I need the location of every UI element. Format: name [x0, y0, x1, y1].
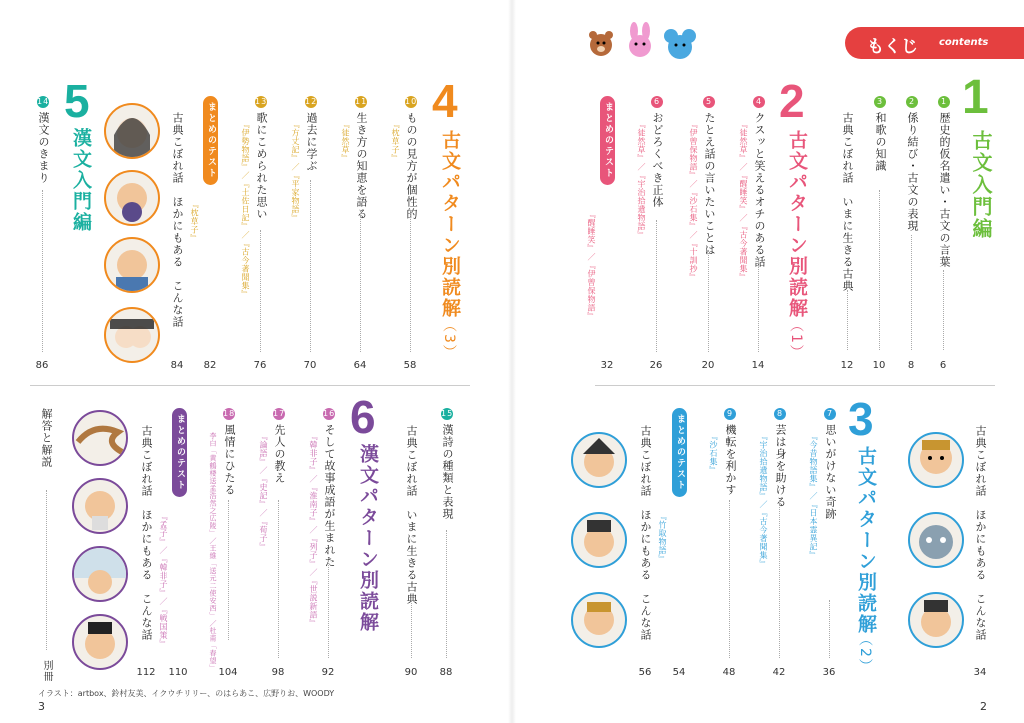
- item-number-badge: 15: [441, 409, 454, 418]
- item-number-badge: 4: [753, 96, 765, 108]
- character-portrait: [104, 170, 160, 226]
- page-number-right: 2: [980, 700, 987, 713]
- item-title: おどろくべき正体: [651, 112, 664, 208]
- item-title: 和歌の知識: [874, 112, 887, 172]
- character-portrait: [72, 410, 128, 466]
- section-2-part: （1）: [788, 318, 804, 361]
- contents-subtitle: contents: [939, 37, 989, 48]
- item-number-badge: 14: [37, 97, 50, 106]
- leader-dots: [446, 530, 447, 658]
- section-2-title: 古文パターン別読解: [786, 130, 808, 319]
- section-2-number: 2: [779, 75, 805, 127]
- page-number: 26: [649, 360, 663, 371]
- item-source: 『伊曾保物語』／『沙石集』／『十訓抄』: [689, 120, 698, 282]
- leader-dots: [779, 500, 780, 658]
- item-number-badge: 5: [703, 96, 715, 108]
- item-title: 芸は身を助ける: [774, 424, 787, 508]
- page-number: 98: [271, 667, 285, 678]
- page-number: 76: [253, 360, 267, 371]
- item-source: 『孟子』／『韓非子』／『戦国策』: [159, 512, 168, 648]
- toc-item-18[interactable]: [223, 408, 235, 496]
- item-source: 『徒然草』: [341, 120, 350, 163]
- toc-item-koboreba-6[interactable]: [141, 425, 152, 641]
- item-number-badge: 12: [305, 97, 318, 106]
- page-number: 104: [218, 667, 238, 678]
- page-number: 84: [170, 360, 184, 371]
- item-number-badge: 3: [874, 96, 886, 108]
- page-number: 12: [840, 360, 854, 371]
- item-source: 『徒然草』／『醒睡笑』／『古今著聞集』: [739, 120, 748, 282]
- item-title: そして故事成語が生まれた: [323, 424, 336, 568]
- page-number: 70: [303, 360, 317, 371]
- item-source: 『竹取物語』: [658, 512, 667, 563]
- page-number: 88: [439, 667, 453, 678]
- page-number: 6: [939, 360, 947, 371]
- item-number-badge: 2: [906, 96, 918, 108]
- item-title: 機転を利かす: [724, 424, 737, 496]
- toc-item-11[interactable]: [355, 96, 367, 220]
- item-source: 『今昔物語集』／『日本霊異記』: [809, 432, 818, 560]
- item-number-badge: 10: [405, 97, 418, 106]
- leader-dots: [410, 210, 411, 352]
- item-title: 古典こぼれ話 ほかにもある こんな話: [639, 425, 652, 641]
- leader-dots: [943, 270, 944, 350]
- page-number: 32: [600, 360, 614, 371]
- item-title: クスッと笑えるオチのある話: [753, 112, 766, 268]
- matome-test-badge[interactable]: まとめのテスト: [203, 96, 218, 185]
- item-number-badge: 7: [824, 408, 836, 420]
- mascot-mouse-icon: [664, 26, 696, 60]
- section-5-title: 漢文入門編: [70, 128, 92, 233]
- character-portrait: [104, 237, 160, 293]
- toc-item-16[interactable]: [323, 408, 335, 568]
- toc-item-koboreba-3[interactable]: [640, 425, 651, 641]
- leader-dots: [708, 250, 709, 352]
- matome-test-badge[interactable]: まとめのテスト: [600, 96, 615, 185]
- item-title: 歴史的仮名遣い・古文の言葉: [938, 112, 951, 268]
- section-4-number: 4: [432, 75, 458, 127]
- item-title: 過去に学ぶ: [305, 112, 318, 172]
- contents-title: もくじ: [867, 37, 918, 57]
- character-portrait: [908, 432, 964, 488]
- item-source: 『韓非子』／『淮南子』／『列子』／『世説新語』: [309, 432, 318, 628]
- character-portrait: [72, 478, 128, 534]
- item-number-badge: 17: [273, 409, 286, 418]
- toc-item-1[interactable]: [938, 96, 950, 268]
- toc-item-koboreba-2[interactable]: [975, 425, 986, 641]
- section-3-number: 3: [848, 393, 874, 445]
- page-number: 8: [907, 360, 915, 371]
- toc-item-12[interactable]: [305, 96, 317, 172]
- page-number-bessatsu: 別冊: [41, 660, 52, 682]
- page-number: 10: [872, 360, 886, 371]
- page-number: 20: [701, 360, 715, 371]
- item-title: 生き方の知恵を語る: [355, 112, 368, 220]
- item-number-badge: 13: [255, 97, 268, 106]
- item-number-badge: 8: [774, 408, 786, 420]
- character-portrait: [72, 546, 128, 602]
- page-number: 56: [638, 667, 652, 678]
- toc-item-3[interactable]: [874, 96, 886, 172]
- item-source: 『徒然草』／『宇治拾遺物語』: [637, 120, 646, 239]
- leader-dots: [260, 230, 261, 352]
- divider: [595, 385, 995, 386]
- leader-dots: [360, 210, 361, 352]
- leader-dots: [911, 235, 912, 350]
- character-portrait: [72, 614, 128, 670]
- leader-dots: [228, 500, 229, 640]
- page-number: 54: [672, 667, 686, 678]
- item-number-badge: 9: [724, 408, 736, 420]
- item-title: 風情にひたる: [223, 424, 236, 496]
- page-number-left: 3: [38, 700, 45, 713]
- leader-dots: [847, 290, 848, 350]
- character-portrait: [908, 592, 964, 648]
- item-source: 『枕草子』: [391, 120, 400, 163]
- illustration-credit: イラスト：artbox、鈴村友美、イクウチリリー、のはらあこ、広野りお、WOODY: [38, 689, 335, 698]
- toc-item-10[interactable]: [405, 96, 417, 220]
- item-number-badge: 18: [223, 409, 236, 418]
- leader-dots: [656, 220, 657, 352]
- section-3-part: （2）: [857, 632, 873, 675]
- page-number: 34: [973, 667, 987, 678]
- section-1-title: 古文入門編: [969, 130, 993, 240]
- section-4-title: 古文パターン別読解: [439, 130, 461, 319]
- leader-dots: [42, 190, 43, 352]
- toc-item-13[interactable]: [255, 96, 267, 220]
- toc-item-4[interactable]: [753, 96, 765, 268]
- item-title: たとえ話の言いたいことは: [703, 112, 716, 256]
- page-number: 86: [35, 360, 49, 371]
- page-number: 90: [404, 667, 418, 678]
- leader-dots: [758, 260, 759, 352]
- character-portrait: [104, 307, 160, 363]
- toc-item-7[interactable]: [824, 408, 836, 520]
- divider: [30, 385, 470, 386]
- page-number: 58: [403, 360, 417, 371]
- section-5-number: 5: [64, 75, 90, 127]
- item-title: 古典こぼれ話 ほかにもある こんな話: [140, 425, 153, 641]
- section-1-number: 1: [962, 71, 989, 124]
- toc-item-9[interactable]: [724, 408, 736, 496]
- item-title: 漢文のきまり: [37, 112, 50, 184]
- toc-item-5[interactable]: [703, 96, 715, 256]
- page-number: 48: [722, 667, 736, 678]
- toc-item-answers[interactable]: [41, 408, 52, 468]
- toc-item-14[interactable]: [37, 96, 49, 184]
- item-title: 歌にこめられた思い: [255, 112, 268, 220]
- mascot-bear-icon: [588, 28, 614, 58]
- section-6-title: 漢文パターン別読解: [357, 444, 379, 633]
- page-number: 92: [321, 667, 335, 678]
- leader-dots: [278, 500, 279, 658]
- leader-dots: [829, 600, 830, 658]
- character-portrait: [908, 512, 964, 568]
- gutter: [508, 0, 516, 723]
- section-4-part: （3）: [441, 318, 457, 361]
- leader-dots: [328, 560, 329, 658]
- page-number: 110: [168, 667, 188, 678]
- leader-dots: [46, 490, 47, 650]
- section-6-number: 6: [350, 391, 376, 443]
- page-number: 64: [353, 360, 367, 371]
- item-title: 思いがけない奇跡: [824, 424, 837, 520]
- leader-dots: [411, 600, 412, 658]
- item-title: 古典こぼれ話 いまに生きる古典: [405, 425, 418, 605]
- item-source: 『方丈記』／『平家物語』: [291, 120, 300, 222]
- leader-dots: [729, 500, 730, 658]
- page-number: 14: [751, 360, 765, 371]
- mascot-rabbit-icon: [625, 22, 655, 58]
- item-source: 『醒睡笑』／『伊曾保物語』: [587, 210, 596, 321]
- item-source: 『沙石集』: [709, 432, 718, 475]
- page-number: 42: [772, 667, 786, 678]
- section-3-title: 古文パターン別読解: [855, 446, 877, 635]
- page-number: 112: [136, 667, 156, 678]
- leader-dots: [310, 180, 311, 352]
- item-source: 『伊勢物語』／『土佐日記』／『古今著聞集』: [241, 120, 250, 299]
- character-portrait: [571, 592, 627, 648]
- leader-dots: [879, 190, 880, 350]
- item-number-badge: 6: [651, 96, 663, 108]
- character-portrait: [571, 512, 627, 568]
- item-source: 『宇治拾遺物語』／『古今著聞集』: [759, 432, 768, 568]
- page-number: 82: [203, 360, 217, 371]
- matome-test-badge[interactable]: まとめのテスト: [172, 408, 187, 497]
- page-number: 36: [822, 667, 836, 678]
- item-source: 李白「黄鶴楼送孟浩然之広陵」／王維「送元二使安西」／杜甫「春望」: [209, 432, 217, 672]
- item-number-badge: 11: [355, 97, 368, 106]
- toc-item-koboreba-4[interactable]: [172, 112, 183, 328]
- item-number-badge: 16: [323, 409, 336, 418]
- toc-item-2[interactable]: [906, 96, 918, 232]
- item-title: ものの見方が個性的: [405, 112, 418, 220]
- item-title: 漢詩の種類と表現: [441, 424, 454, 520]
- toc-item-17[interactable]: [273, 408, 285, 484]
- toc-item-koboreba-5[interactable]: [406, 425, 417, 605]
- toc-item-6[interactable]: [651, 96, 663, 208]
- contents-header: [845, 27, 1024, 59]
- item-title: 古典こぼれ話 いまに生きる古典: [841, 112, 854, 292]
- character-portrait: [104, 103, 160, 159]
- toc-item-koboreba-1[interactable]: [842, 112, 853, 292]
- item-number-badge: 1: [938, 96, 950, 108]
- item-title: 解答と解説: [40, 408, 53, 468]
- toc-item-8[interactable]: [774, 408, 786, 508]
- item-source: 『論語』／『史記』／『荀子』: [259, 432, 268, 551]
- item-source: 『枕草子』: [190, 200, 199, 243]
- item-title: 先人の教え: [273, 424, 286, 484]
- matome-test-badge[interactable]: まとめのテスト: [672, 408, 687, 497]
- character-portrait: [571, 432, 627, 488]
- toc-item-15[interactable]: [441, 408, 453, 520]
- item-title: 古典こぼれ話 ほかにもある こんな話: [171, 112, 184, 328]
- item-title: 古典こぼれ話 ほかにもある こんな話: [974, 425, 987, 641]
- item-title: 係り結び・古文の表現: [906, 112, 919, 232]
